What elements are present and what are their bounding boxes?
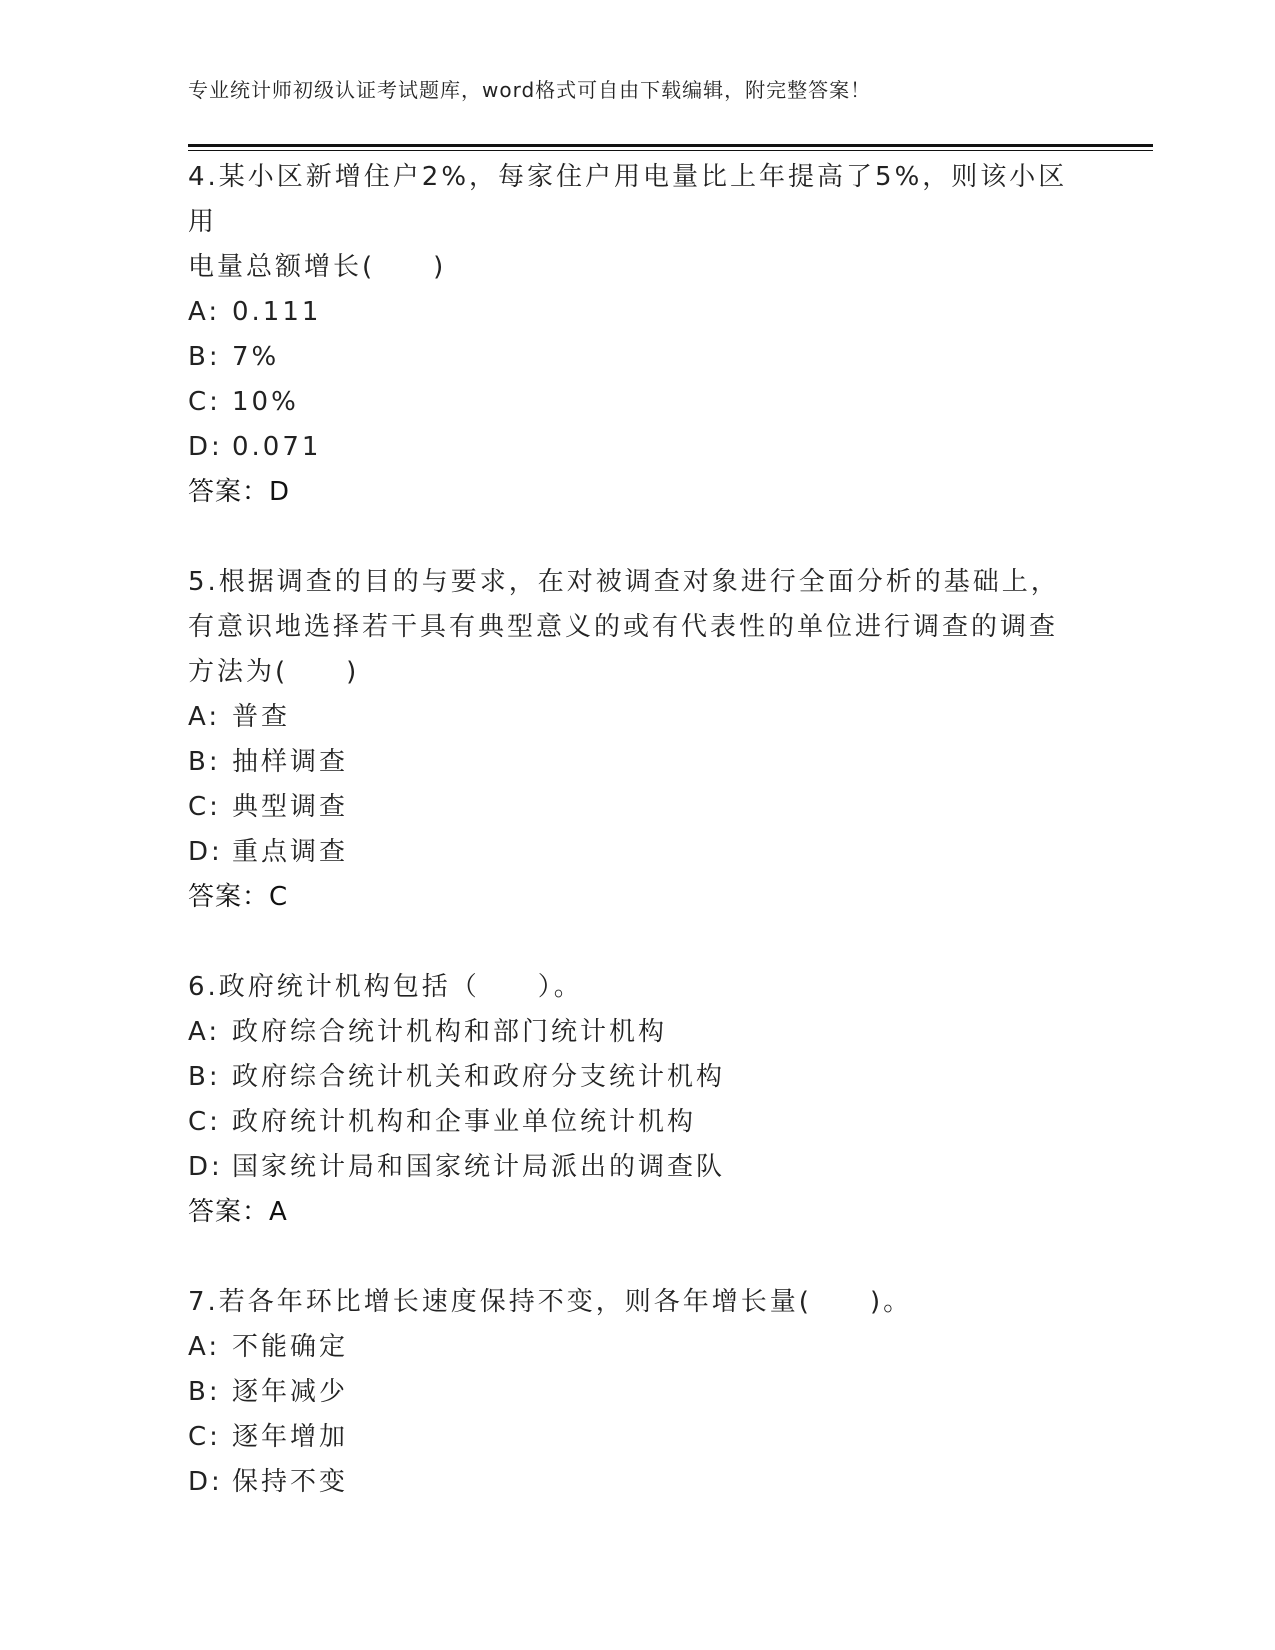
question-stem-line: 6.政府统计机构包括（ ）。 <box>188 972 583 1002</box>
option-text: 逐年减少 <box>232 1377 349 1407</box>
option-key: C: <box>188 387 221 417</box>
answer-option <box>188 1055 1088 1100</box>
option-key: C: <box>188 792 221 822</box>
option-text: 国家统计局和国家统计局派出的调查队 <box>232 1152 726 1182</box>
answer-option <box>188 380 1088 425</box>
answer-option <box>188 425 1088 470</box>
option-text: 0.071 <box>232 432 322 462</box>
option-key: B: <box>188 342 221 372</box>
answer-option <box>188 1100 1088 1145</box>
option-text: 政府综合统计机关和政府分支统计机构 <box>232 1062 726 1092</box>
answer-option <box>188 335 1088 380</box>
question-stem-line: 4.某小区新增住户2%，每家住户用电量比上年提高了5%，则该小区用 <box>188 162 1068 237</box>
question-list <box>188 155 1088 1505</box>
option-key: C: <box>188 1107 221 1137</box>
option-text: 普查 <box>232 702 291 732</box>
answer-option <box>188 830 1088 875</box>
option-text: 政府综合统计机构和部门统计机构 <box>232 1017 668 1047</box>
header-rule-thin <box>188 150 1153 151</box>
question-stem-line: 电量总额增长( ) <box>188 252 447 282</box>
option-key: D: <box>188 837 223 867</box>
answer-line: 答案：C <box>188 882 289 912</box>
option-key: A: <box>188 1332 221 1362</box>
option-text: 政府统计机构和企事业单位统计机构 <box>232 1107 697 1137</box>
option-key: C: <box>188 1422 221 1452</box>
option-key: B: <box>188 747 221 777</box>
option-key: D: <box>188 1152 223 1182</box>
question-block <box>188 560 1088 920</box>
option-key: B: <box>188 1377 221 1407</box>
question-stem-line: 5.根据调查的目的与要求，在对被调查对象进行全面分析的基础上， <box>188 567 1060 597</box>
option-text: 重点调查 <box>232 837 349 867</box>
page-header: 专业统计师初级认证考试题库，word格式可自由下载编辑，附完整答案！ <box>188 78 872 102</box>
option-text: 7% <box>232 342 280 372</box>
question-spacer <box>188 920 1088 965</box>
option-text: 不能确定 <box>232 1332 349 1362</box>
answer-option <box>188 1145 1088 1190</box>
option-key: D: <box>188 1467 223 1497</box>
option-key: A: <box>188 702 221 732</box>
answer-option <box>188 1325 1088 1370</box>
answer-option <box>188 695 1088 740</box>
answer-option <box>188 1415 1088 1460</box>
answer-line: 答案：D <box>188 477 291 507</box>
option-text: 抽样调查 <box>232 747 349 777</box>
question-stem-line: 7.若各年环比增长速度保持不变，则各年增长量( )。 <box>188 1287 913 1317</box>
question-spacer <box>188 1235 1088 1280</box>
question-stem-line: 方法为( ) <box>188 657 360 687</box>
question-stem-line: 有意识地选择若干具有典型意义的或有代表性的单位进行调查的调查 <box>188 612 1059 642</box>
answer-line: 答案：A <box>188 1197 288 1227</box>
answer-option <box>188 290 1088 335</box>
question-spacer <box>188 515 1088 560</box>
question-block <box>188 1280 1088 1505</box>
option-key: B: <box>188 1062 221 1092</box>
option-text: 保持不变 <box>232 1467 349 1497</box>
answer-option <box>188 1010 1088 1055</box>
option-text: 典型调查 <box>232 792 349 822</box>
answer-option <box>188 785 1088 830</box>
option-key: A: <box>188 297 221 327</box>
option-text: 逐年增加 <box>232 1422 349 1452</box>
option-text: 0.111 <box>232 297 322 327</box>
option-text: 10% <box>232 387 299 417</box>
option-key: D: <box>188 432 223 462</box>
answer-option <box>188 1460 1088 1505</box>
question-block <box>188 155 1088 515</box>
question-block <box>188 965 1088 1235</box>
option-key: A: <box>188 1017 221 1047</box>
header-rule-thick <box>188 144 1153 147</box>
answer-option <box>188 1370 1088 1415</box>
answer-option <box>188 740 1088 785</box>
